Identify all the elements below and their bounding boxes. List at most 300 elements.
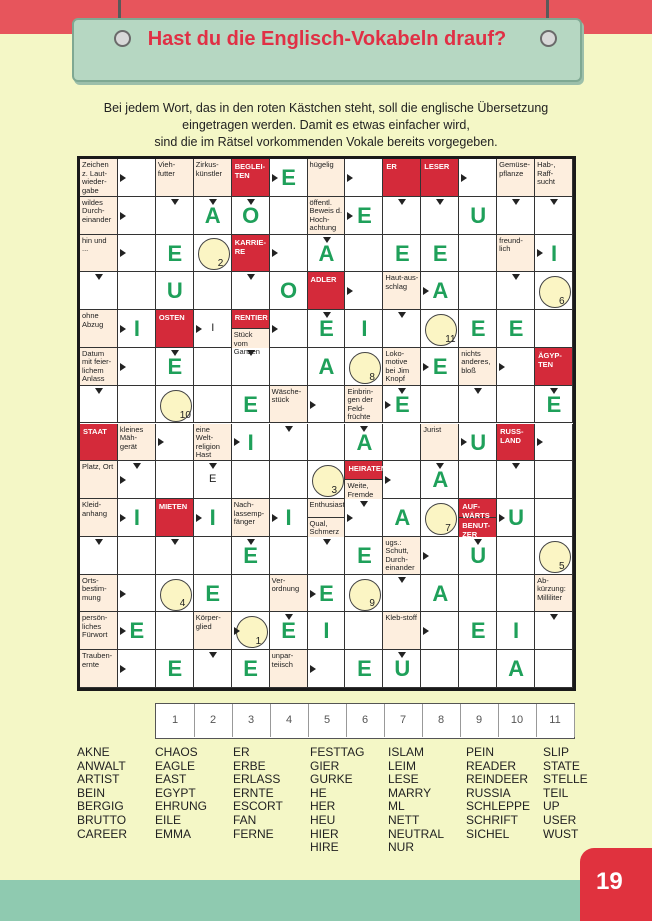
solution-circle-number: 9: [369, 598, 375, 610]
word-item: HIRE: [310, 840, 339, 855]
arrow-right-icon: [120, 665, 126, 673]
crossword-grid: [77, 156, 576, 691]
word-item: EAGLE: [155, 758, 196, 773]
word-item: ERNTE: [233, 785, 274, 800]
arrow-right-icon: [120, 590, 126, 598]
solution-circle: [349, 579, 381, 611]
word-item: EHRUNG: [155, 799, 208, 814]
answer-cell[interactable]: [459, 650, 497, 688]
word-item: LEIM: [388, 758, 417, 773]
word-item: BRUTTO: [77, 812, 127, 827]
red-clue-cell: ÄGYP-TEN: [535, 348, 573, 386]
word-column: [466, 746, 530, 841]
word-item: PEIN: [466, 745, 495, 759]
word-item: FERNE: [233, 826, 274, 841]
solution-box[interactable]: 11: [536, 704, 575, 737]
arrow-right-icon: [423, 627, 429, 635]
arrow-down-icon: [398, 652, 406, 658]
arrow-down-icon: [550, 614, 558, 620]
clue-cell: Haut-aus-schlag: [383, 272, 421, 310]
clue-cell: ohne Abzug: [80, 310, 118, 348]
word-item: NETT: [388, 812, 420, 827]
solution-circle-number: 11: [445, 333, 456, 345]
arrow-right-icon: [196, 325, 202, 333]
clue-cell: Kleb-stoff: [383, 612, 421, 650]
answer-cell[interactable]: [497, 575, 535, 613]
arrow-right-icon: [423, 552, 429, 560]
vowel-letter: A: [432, 580, 449, 606]
arrow-right-icon: [385, 401, 391, 409]
arrow-right-icon: [347, 514, 353, 522]
clue-cell: ugs.: Schutt, Durch-einander: [383, 537, 421, 575]
arrow-right-icon: [234, 627, 240, 635]
red-clue-cell: LESER: [421, 159, 459, 197]
answer-cell[interactable]: [497, 386, 535, 424]
solution-box[interactable]: 3: [232, 704, 271, 737]
vowel-letter: I: [361, 316, 368, 342]
solution-circle: [349, 352, 381, 384]
word-item: FAN: [233, 812, 257, 827]
arrow-down-icon: [360, 501, 368, 507]
word-column: [233, 746, 283, 841]
arrow-right-icon: [347, 174, 353, 182]
word-item: SCHRIFT: [466, 812, 518, 827]
word-item: ESCORT: [233, 799, 283, 814]
word-item: TEIL: [543, 785, 569, 800]
arrow-right-icon: [461, 438, 467, 446]
word-item: HE: [310, 785, 327, 800]
answer-cell[interactable]: [194, 348, 232, 386]
vowel-letter: E: [167, 656, 183, 682]
arrow-right-icon: [120, 325, 126, 333]
word-column: [388, 746, 444, 855]
solution-circle-number: 10: [179, 409, 191, 421]
word-item: CAREER: [77, 826, 128, 841]
red-clue-cell: STAAT: [80, 424, 118, 462]
vowel-letter: I: [513, 618, 520, 644]
word-item: BEIN: [77, 785, 106, 800]
vowel-letter: E: [394, 240, 410, 266]
arrow-right-icon: [347, 212, 353, 220]
arrow-down-icon: [550, 199, 558, 205]
arrow-right-icon: [272, 325, 278, 333]
instructions-line: Bei jedem Wort, das in den roten Kästchen steht, soll die englische Übersetzung: [103, 101, 549, 115]
vowel-letter: E: [209, 473, 217, 486]
answer-cell[interactable]: [535, 461, 573, 499]
solution-circle: [312, 465, 344, 497]
word-item: CHAOS: [155, 745, 198, 759]
arrow-right-icon: [120, 174, 126, 182]
clue-cell: Wäsche-stück: [270, 386, 308, 424]
vowel-letter: E: [432, 353, 448, 379]
answer-cell[interactable]: [270, 461, 308, 499]
vowel-letter: E: [319, 580, 334, 606]
arrow-down-icon: [209, 652, 217, 658]
word-item: ARTIST: [77, 772, 120, 787]
vowel-letter: I: [133, 316, 140, 342]
arrow-down-icon: [550, 388, 558, 394]
clue-text: Qual, Schmerz: [308, 518, 345, 537]
answer-cell[interactable]: [194, 386, 232, 424]
clue-cell: Loko-motive bei Jim Knopf: [383, 348, 421, 386]
arrow-right-icon: [120, 212, 126, 220]
arrow-down-icon: [323, 312, 331, 318]
arrow-down-icon: [247, 539, 255, 545]
arrow-down-icon: [171, 199, 179, 205]
word-item: GIER: [310, 758, 340, 773]
arrow-right-icon: [272, 249, 278, 257]
clue-cell: kleines Mäh-gerät: [118, 424, 156, 462]
solution-circle: [198, 238, 230, 270]
vowel-letter: A: [508, 656, 525, 682]
word-item: UP: [543, 799, 560, 814]
red-clue-cell: BEGLEI-TEN: [232, 159, 270, 197]
arrow-down-icon: [247, 350, 255, 356]
solution-box[interactable]: 9: [460, 704, 499, 737]
vowel-letter: A: [432, 467, 449, 493]
clue-cell: Orts-bestim-mung: [80, 575, 118, 613]
answer-cell[interactable]: [156, 461, 194, 499]
vowel-letter: U: [470, 202, 487, 228]
solution-row: [155, 703, 575, 739]
vowel-letter: E: [319, 316, 334, 342]
arrow-right-icon: [310, 401, 316, 409]
answer-cell[interactable]: [194, 537, 232, 575]
vowel-letter: E: [243, 542, 258, 568]
vowel-letter: E: [205, 580, 221, 606]
vowel-letter: A: [394, 505, 411, 531]
word-item: LESE: [388, 772, 419, 787]
red-clue-cell: ER: [383, 159, 421, 197]
arrow-down-icon: [474, 539, 482, 545]
solution-box[interactable]: 5: [308, 704, 347, 737]
arrow-right-icon: [423, 363, 429, 371]
solution-circle-number: 8: [369, 371, 375, 383]
vowel-letter: I: [550, 240, 558, 266]
answer-cell[interactable]: [118, 537, 156, 575]
word-item: HIER: [310, 826, 339, 841]
arrow-down-icon: [285, 614, 293, 620]
clue-cell: Kleid-anhang: [80, 499, 118, 537]
vowel-letter: O: [242, 202, 260, 228]
vowel-letter: E: [281, 165, 296, 190]
clue-text: AUF-WÄRTS: [459, 499, 496, 518]
answer-cell[interactable]: [345, 235, 383, 273]
arrow-right-icon: [272, 514, 278, 522]
answer-cell[interactable]: [118, 272, 156, 310]
solution-circle-number: 7: [445, 522, 451, 534]
answer-cell[interactable]: [535, 499, 573, 537]
arrow-right-icon: [537, 249, 543, 257]
vowel-letter: I: [247, 429, 254, 455]
solution-box[interactable]: 6: [346, 704, 385, 737]
word-item: SLIP: [543, 745, 570, 759]
arrow-down-icon: [171, 350, 179, 356]
arrow-right-icon: [385, 476, 391, 484]
arrow-down-icon: [398, 312, 406, 318]
arrow-right-icon: [120, 363, 126, 371]
solution-circle-number: 6: [559, 296, 565, 308]
answer-cell[interactable]: [421, 386, 459, 424]
word-column: [543, 746, 588, 841]
red-clue-cell: KARRIE-RE: [232, 235, 270, 273]
arrow-down-icon: [398, 577, 406, 583]
solution-box[interactable]: 10: [498, 704, 537, 737]
vowel-letter: U: [470, 542, 487, 568]
clue-cell: Ab-kürzung: Milliliter: [535, 575, 573, 613]
word-item: STELLE: [543, 772, 588, 787]
vowel-letter: U: [166, 278, 183, 304]
answer-cell[interactable]: [459, 461, 497, 499]
word-column: [155, 746, 207, 841]
word-item: EAST: [155, 772, 187, 787]
clue-text: RENTIER: [232, 310, 269, 329]
word-item: STATE: [543, 758, 580, 773]
vowel-letter: E: [243, 391, 258, 417]
arrow-down-icon: [209, 199, 217, 205]
answer-cell[interactable]: [459, 575, 497, 613]
solution-box[interactable]: 4: [270, 704, 309, 737]
clue-cell: Platz, Ort: [80, 461, 118, 499]
vowel-letter: A: [318, 240, 335, 266]
clue-cell: [308, 499, 346, 537]
clue-cell: Trauben-ernte: [80, 650, 118, 688]
answer-cell[interactable]: [459, 235, 497, 273]
clue-cell: Körper-glied: [194, 612, 232, 650]
answer-cell[interactable]: [459, 272, 497, 310]
vowel-letter: U: [394, 656, 411, 682]
solution-circle-number: 1: [255, 636, 262, 648]
solution-circle-number: 4: [179, 598, 186, 610]
red-clue-cell: ADLER: [308, 272, 346, 310]
word-item: WUST: [543, 826, 579, 841]
arrow-down-icon: [360, 426, 368, 432]
clue-cell: Zeichen z. Laut-wieder-gabe: [80, 159, 118, 197]
answer-cell[interactable]: [232, 461, 270, 499]
arrow-down-icon: [512, 463, 520, 469]
word-item: ML: [388, 799, 405, 814]
clue-cell: Jurist: [421, 424, 459, 462]
solution-circle-number: 3: [331, 485, 338, 497]
page-number: 19: [596, 868, 623, 895]
arrow-down-icon: [133, 463, 141, 469]
vowel-letter: E: [546, 391, 562, 417]
vowel-letter: A: [318, 353, 335, 379]
arrow-right-icon: [120, 514, 126, 522]
vowel-letter: I: [285, 505, 292, 531]
arrow-right-icon: [499, 514, 505, 522]
answer-cell[interactable]: [270, 537, 308, 575]
arrow-right-icon: [234, 438, 240, 446]
clue-cell: Hab-, Raff-sucht: [535, 159, 573, 197]
clue-cell: nichts anderes, bloß: [459, 348, 497, 386]
word-item: READER: [466, 758, 517, 773]
vowel-letter: O: [280, 278, 298, 304]
clue-cell: Einbrin-gen der Feld-früchte: [345, 386, 383, 424]
word-item: FESTTAG: [310, 745, 365, 759]
clue-cell: persön-liches Fürwort: [80, 612, 118, 650]
answer-cell[interactable]: [156, 612, 194, 650]
red-clue-cell: [345, 461, 387, 499]
answer-cell[interactable]: [118, 386, 156, 424]
word-column: [310, 746, 364, 855]
word-item: ERBE: [233, 758, 266, 773]
clue-cell: Gemüse-pflanze: [497, 159, 535, 197]
answer-cell[interactable]: [535, 310, 573, 348]
vowel-letter: E: [470, 316, 486, 342]
word-item: REINDEER: [466, 772, 529, 787]
vowel-letter: E: [394, 391, 410, 417]
word-item: ANWALT: [77, 758, 126, 773]
word-column: [77, 746, 127, 841]
vowel-letter: E: [167, 240, 183, 266]
clue-cell: Vieh-futter: [156, 159, 194, 197]
arrow-right-icon: [537, 438, 543, 446]
clue-cell: Zirkus-künstler: [194, 159, 232, 197]
word-item: HEU: [310, 812, 336, 827]
arrow-right-icon: [158, 438, 164, 446]
answer-cell[interactable]: [497, 537, 535, 575]
arrow-right-icon: [310, 665, 316, 673]
word-item: EILE: [155, 812, 182, 827]
instructions: [80, 100, 572, 151]
arrow-down-icon: [95, 274, 103, 280]
solution-box[interactable]: 1: [156, 704, 195, 737]
instructions-line: eingetragen werden. Damit es etwas einfacher wird,: [182, 118, 470, 132]
arrow-down-icon: [323, 539, 331, 545]
vowel-letter: U: [470, 429, 487, 455]
vowel-letter: I: [323, 618, 330, 644]
red-clue-cell: [459, 499, 497, 537]
title-banner: [72, 18, 582, 82]
arrow-right-icon: [499, 363, 505, 371]
clue-cell: Ver-ordnung: [270, 575, 308, 613]
word-item: GURKE: [310, 772, 353, 787]
arrow-right-icon: [347, 287, 353, 295]
page-title: Hast du die Englisch-Vokabeln drauf?: [147, 28, 507, 50]
word-item: AKNE: [77, 745, 110, 759]
arrow-down-icon: [474, 388, 482, 394]
vowel-letter: I: [211, 322, 215, 335]
red-clue-cell: [232, 310, 270, 357]
arrow-right-icon: [310, 590, 316, 598]
arrow-right-icon: [461, 174, 467, 182]
answer-cell[interactable]: [194, 272, 232, 310]
arrow-down-icon: [398, 199, 406, 205]
arrow-down-icon: [512, 199, 520, 205]
clue-text: Stück vom Ganzen: [232, 329, 269, 348]
solution-circle-number: 2: [217, 258, 224, 270]
arrow-down-icon: [209, 463, 217, 469]
clue-text: HEIRATEN: [345, 461, 382, 480]
instructions-line: sind die im Rätsel vorkommenden Vokale bereits vorgegeben.: [154, 135, 498, 149]
clue-cell: unpar-teiisch: [270, 650, 308, 688]
vowel-letter: E: [167, 353, 183, 379]
vowel-letter: I: [133, 505, 140, 531]
vowel-letter: E: [357, 656, 372, 682]
vowel-letter: E: [357, 202, 372, 228]
answer-cell[interactable]: [421, 650, 459, 688]
bottom-band: [0, 880, 652, 921]
solution-circle: [160, 579, 192, 611]
arrow-down-icon: [436, 199, 444, 205]
arrow-right-icon: [196, 514, 202, 522]
clue-cell: Nach-lassemp-fänger: [232, 499, 270, 537]
vowel-letter: A: [204, 202, 221, 228]
arrow-down-icon: [247, 274, 255, 280]
word-item: MARRY: [388, 785, 432, 800]
clue-cell: öffentl. Beweis d. Hoch-achtung: [308, 197, 346, 235]
clue-cell: Datum mit feier-lichem Anlass: [80, 348, 118, 386]
clue-cell: eine Welt-religion Hast: [194, 424, 232, 462]
arrow-right-icon: [120, 249, 126, 257]
arrow-down-icon: [398, 388, 406, 394]
solution-circle: [539, 541, 571, 573]
red-clue-cell: MIETEN: [156, 499, 194, 537]
vowel-letter: U: [508, 505, 525, 531]
arrow-down-icon: [95, 539, 103, 545]
vowel-letter: E: [129, 618, 145, 644]
vowel-letter: E: [243, 656, 258, 682]
arrow-down-icon: [95, 388, 103, 394]
word-item: NUR: [388, 840, 414, 855]
answer-cell[interactable]: [308, 424, 346, 462]
clue-cell: hin und ...: [80, 235, 118, 273]
word-item: RUSSIA: [466, 785, 511, 800]
vowel-letter: E: [357, 542, 372, 568]
solution-box[interactable]: 7: [384, 704, 423, 737]
answer-cell[interactable]: [535, 650, 573, 688]
word-item: NEUTRAL: [388, 826, 445, 841]
word-item: USER: [543, 812, 577, 827]
word-item: ISLAM: [388, 745, 425, 759]
answer-cell[interactable]: [345, 612, 383, 650]
vowel-letter: A: [432, 278, 449, 304]
solution-box[interactable]: 2: [194, 704, 233, 737]
red-clue-cell: OSTEN: [156, 310, 194, 348]
word-item: SICHEL: [466, 826, 510, 841]
word-item: EGYPT: [155, 785, 196, 800]
solution-box[interactable]: 8: [422, 704, 461, 737]
clue-cell: wildes Durch-einander: [80, 197, 118, 235]
word-item: ERLASS: [233, 772, 281, 787]
answer-cell[interactable]: [270, 197, 308, 235]
vowel-letter: E: [508, 316, 524, 342]
arrow-down-icon: [285, 426, 293, 432]
arrow-right-icon: [120, 627, 126, 635]
solution-circle-number: 5: [559, 560, 565, 572]
arrow-down-icon: [171, 539, 179, 545]
solution-circle: [236, 616, 268, 648]
answer-cell[interactable]: [270, 348, 308, 386]
arrow-right-icon: [423, 287, 429, 295]
word-item: ER: [233, 745, 250, 759]
clue-cell: freund-lich: [497, 235, 535, 273]
vowel-letter: E: [432, 240, 448, 266]
clue-text: Weite, Fremde: [345, 480, 382, 499]
clue-text: BENUT-ZER: [459, 518, 496, 537]
clue-text: Enthusiast: [308, 499, 345, 518]
arrow-down-icon: [323, 237, 331, 243]
word-item: BERGIG: [77, 799, 124, 814]
answer-cell[interactable]: [232, 575, 270, 613]
answer-cell[interactable]: [383, 424, 421, 462]
word-item: EMMA: [155, 826, 191, 841]
arrow-right-icon: [272, 174, 278, 182]
vowel-letter: E: [470, 618, 486, 644]
word-item: HER: [310, 799, 336, 814]
clue-cell: hügelig: [308, 159, 346, 197]
